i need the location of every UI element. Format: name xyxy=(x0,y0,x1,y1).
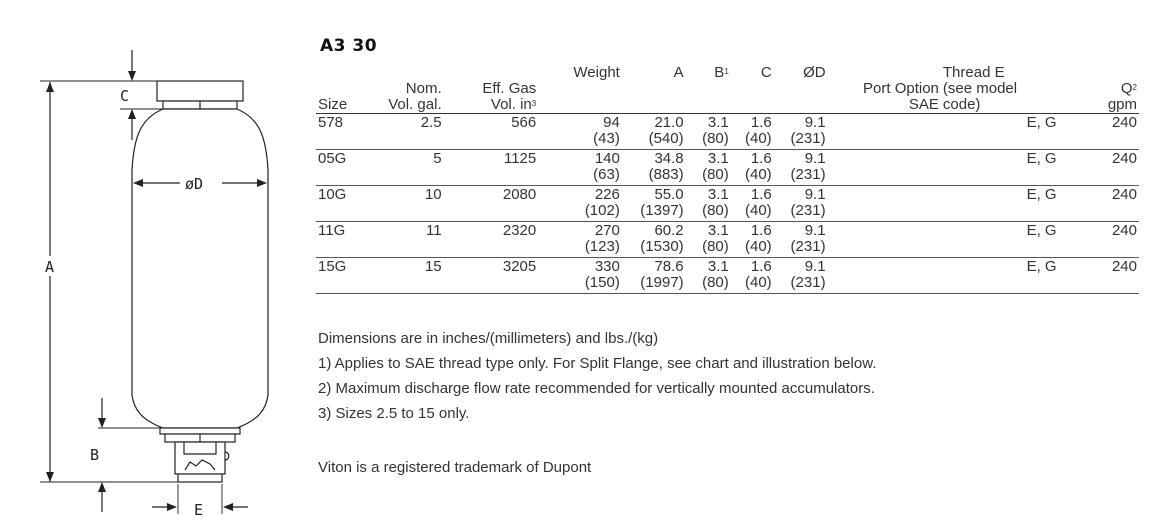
table-row: 10G 10 2080 226 (102) 55.0 (1397) 3.1 (80) 1.6 (40) 9.1 (231) E, G 240 xyxy=(316,186,1139,222)
col-d: ØD xyxy=(803,64,826,81)
table-header-row xyxy=(316,65,1139,114)
dim-b-label: B xyxy=(90,446,100,464)
dim-d-label: øD xyxy=(185,175,204,193)
dim-e-label: E xyxy=(194,501,204,519)
table-row: 11G 11 2320 270 (123) 60.2 (1530) 3.1 (80) 1.6 (40) 9.1 (231) E, G 240 xyxy=(316,222,1139,258)
page-title: A3 30 xyxy=(320,36,378,56)
col-c: C xyxy=(760,64,772,81)
col-thread: Thread E (see model code) xyxy=(942,64,1018,113)
col-q: $Q^2$ gpm xyxy=(1107,80,1137,113)
dim-c-label: C xyxy=(120,87,130,105)
col-size: Size xyxy=(318,96,348,113)
footnotes xyxy=(318,330,876,430)
dim-a-label: A xyxy=(45,258,55,276)
col-b: $B^1$ xyxy=(714,64,729,81)
table-row: 15G 15 3205 330 (150) 78.6 (1997) 3.1 (80) 1.6 (40) 9.1 (231) E, G 240 xyxy=(316,258,1139,294)
spec-table xyxy=(316,65,1139,294)
note-2: 2) Maximum discharge flow rate recommended for vertically mounted accumulators. xyxy=(318,380,875,397)
col-port-option: Port Option SAE xyxy=(863,80,939,113)
col-nom-vol: Nom. Vol. gal. xyxy=(388,80,442,113)
trademark-note: Viton is a registered trademark of Dupont xyxy=(318,459,592,476)
col-weight: Weight xyxy=(573,64,620,81)
note-units: Dimensions are in inches/(millimeters) and lbs./(kg) xyxy=(318,330,659,347)
accumulator-drawing xyxy=(0,0,300,523)
col-a: A xyxy=(673,64,684,81)
col-eff-gas-vol: Eff. Gas Vol. $in^3$ xyxy=(482,80,537,113)
note-3: 3) Sizes 2.5 to 15 only. xyxy=(318,405,470,422)
table-row: 578 2.5 566 94 (43) 21.0 (540) 3.1 (80) 1.6 (40) 9.1 (231) E, G 240 xyxy=(316,114,1139,150)
table-row: 05G 5 1125 140 (63) 34.8 (883) 3.1 (80) 1.6 (40) 9.1 (231) E, G 240 xyxy=(316,150,1139,186)
note-1: 1) Applies to SAE thread type only. For Split Flange, see chart and illustration below. xyxy=(318,355,877,372)
